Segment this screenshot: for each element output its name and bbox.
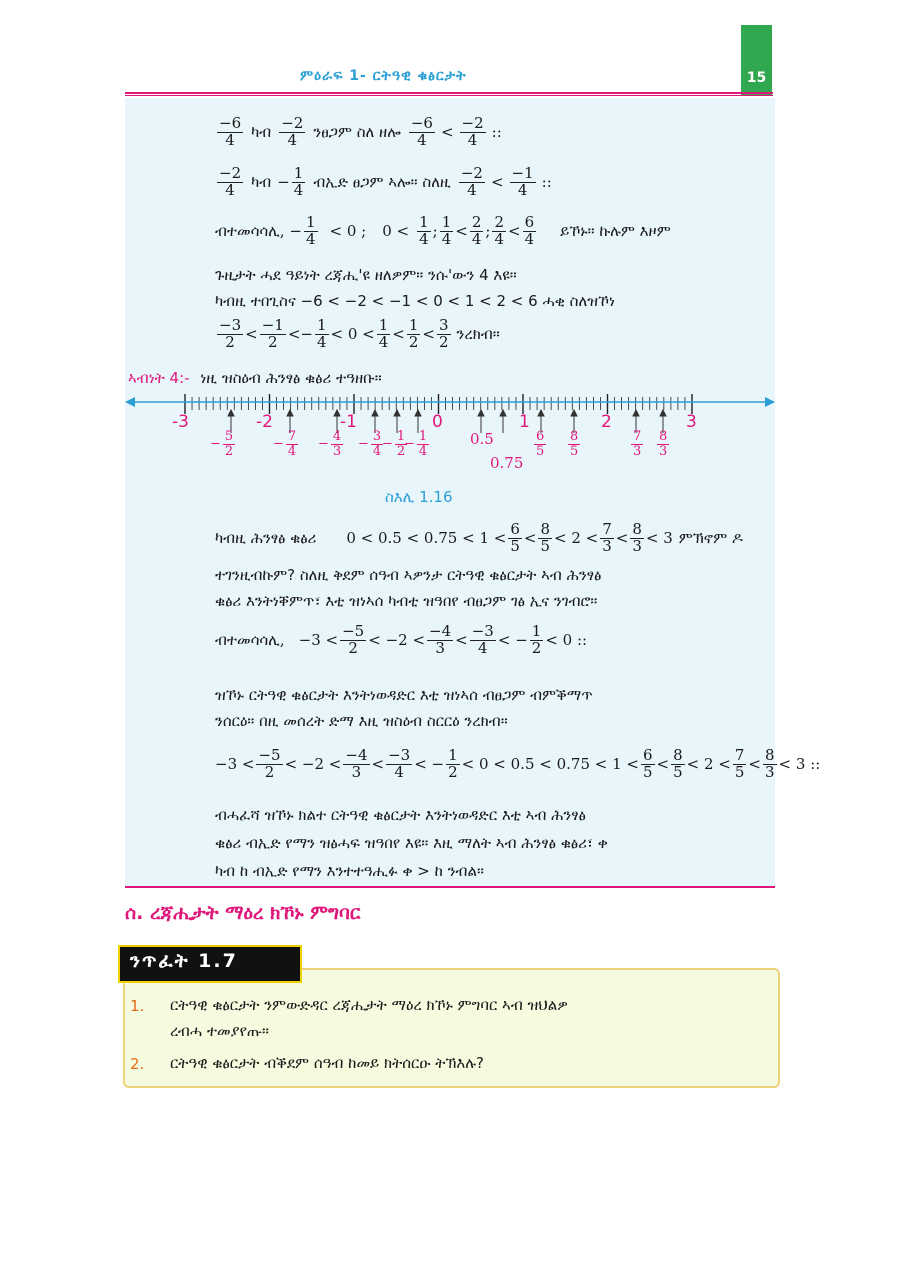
nl-label-neg2: -2 — [256, 412, 273, 432]
example-label: ኣብነት 4:- — [128, 369, 190, 387]
para4-line1: ብሓፈሻ ዝኾኑ ክልተ ርትዓዊ ቁፅርታት እንትነወዳድር እቲ ኣብ ሕንፃፅ — [215, 806, 586, 824]
para1-line1: ካብዚ ሕንፃፅ ቁፅሪ 0 < 0.5 < 0.75 < 1 < $\frac{6}{5}$ < $\frac{8}{5}$ < 2 < $\frac{7}{3}$ < $\frac{8}{3}$ < 3 ምኽኖም ዶ — [215, 520, 743, 555]
nl-frac-neg7-4: − $\frac{7}{4}$ — [273, 429, 297, 459]
activity-label: ንጥፈት 1.7 — [130, 950, 238, 972]
para3-line1: ዝኾኑ ርትዓዊ ቁፅርታት እንትነወዳድር እቲ ዝነኣሰ ብፀጋም ብምቕማጥ — [215, 686, 593, 704]
section-title: ሰ. ረጃሒታት ማዕረ ክኾኑ ምግባር — [125, 902, 361, 924]
nl-frac-neg5-2: − $\frac{5}{2}$ — [210, 429, 234, 459]
example-heading — [128, 369, 382, 387]
example-text: ነዚ ዝስዕብ ሕንፃፅ ቁፅሪ ተዓዘቡ። — [200, 369, 382, 387]
panel-bottom-rule — [125, 886, 775, 888]
text-line-4: ጉዚታት ሓደ ዓይነት ረጃሒ'ዩ ዘለዎም። ንሱ'ውን 4 እዩ። — [215, 266, 517, 284]
ordered-line: −3 < $\frac{-5}{2}$ < −2 < $\frac{-4}{3}$ < $\frac{-3}{4}$ < − $\frac{1}{2}$ < 0 < 0.5 < 0.75 < 1 < $\frac{6}{5}$ < $\frac{8}{5}$ < 2 < $\frac{7}{5}$ < $\frac{8}{3}$ < 3 :: — [215, 746, 821, 781]
nl-frac-6-5: $\frac{6}{5}$ — [536, 429, 545, 459]
figure-caption: ስእሊ 1.16 — [385, 488, 453, 506]
para2-line: ብተመሳሳሊ , −3 < $\frac{-5}{2}$ < −2 < $\frac{-4}{3}$ < $\frac{-3}{4}$ < − $\frac{1}{2}$ < 0 :: — [215, 622, 588, 657]
nl-frac-neg1-2: − $\frac{1}{2}$ — [382, 429, 406, 459]
nl-frac-neg4-3: − $\frac{4}{3}$ — [318, 429, 342, 459]
math-line-1: $\frac{-6}{4}$ ካብ $\frac{-2}{4}$ ንፀጋም ስለ ዘሎ $\frac{-6}{4}$ < $\frac{-2}{4}$ :: — [219, 114, 502, 149]
question-1-line2: ረብሓ ተመያየጡ። — [170, 1022, 270, 1040]
nl-label-2: 2 — [601, 412, 612, 432]
nl-frac-8-5: $\frac{8}{5}$ — [570, 429, 579, 459]
question-2 — [130, 1054, 144, 1073]
nl-label-neg3: -3 — [172, 412, 189, 432]
question-number: 1. — [130, 997, 145, 1015]
nl-frac-8-3: $\frac{8}{3}$ — [659, 429, 668, 459]
chapter-title: ምዕራፍ 1- ርትዓዊ ቁፅርታት — [300, 68, 467, 84]
question-1-line1: ርትዓዊ ቁፅርታት ንምውድዳር ረጃሒታት ማዕረ ክኾኑ ምግባር ኣብ ዝህልዎ — [170, 996, 568, 1014]
para3-line2: ንሰርዕ። በዚ መሰረት ድማ እዚ ዝስዕብ ስርርዕ ንረክብ። — [215, 712, 508, 730]
para1-line3: ቁፅሪ እንትነቐምጥ፣ እቲ ዝነኣሰ ካብቲ ዝዓበየ ብፀጋም ገፅ ኢና ንገብሮ። — [215, 592, 598, 610]
math-line-2: $\frac{-2}{4}$ ካብ − $\frac{1}{4}$ ብኢድ ፀጋም ኣሎ። ስለዚ $\frac{-2}{4}$ < $\frac{-1}{4}$ :: — [219, 164, 552, 199]
page-number: 15 — [746, 70, 767, 86]
math-line-3: ብተመሳሳሊ , − $\frac{1}{4}$ < 0 ; 0 < $\frac{1}{4}$ ; $\frac{1}{4}$ < $\frac{2}{4}$ ; $\frac{2}{4}$ < $\frac{6}{4}$ ይኾኑ። ኩሉም እዞም — [215, 213, 671, 248]
math-line-6: $\frac{-3}{2}$ < $\frac{-1}{2}$ <− $\frac{1}{4}$ < 0 < $\frac{1}{4}$ < $\frac{1}{2}$ < $\frac{3}{2}$ ንረክብ። — [219, 316, 500, 351]
header-rule-thin — [125, 95, 773, 96]
nl-value-0-5: 0.5 — [470, 430, 494, 448]
nl-label-neg1: -1 — [340, 412, 357, 432]
nl-label-0: 0 — [432, 412, 443, 432]
header-rule — [125, 92, 773, 94]
text-line-5: ካብዚ ተበጊስና −6 < −2 < −1 < 0 < 1 < 2 < 6 ሓቂ ስለዝኾነ — [215, 292, 615, 310]
nl-frac-7-3: $\frac{7}{3}$ — [633, 429, 642, 459]
nl-label-1: 1 — [519, 412, 530, 432]
question-1 — [130, 996, 144, 1015]
para1-line2: ተገንዚብኩም? ስለዚ ቅደም ሰዓብ ኣዎንታ ርትዓዊ ቁፅርታት ኣብ ሕንፃፅ — [215, 566, 602, 584]
nl-frac-neg3-4: − $\frac{3}{4}$ — [358, 429, 382, 459]
nl-frac-neg1-4: − $\frac{1}{4}$ — [404, 429, 428, 459]
question-number: 2. — [130, 1055, 145, 1073]
question-2-line1: ርትዓዊ ቁፅርታት ብቕደም ሰዓብ ከመይ ክትሰርዑ ትኽእሉ? — [170, 1054, 484, 1072]
para4-line3: ካብ ከ ብኢድ የማን እንተተዓሒፉ ቀ > ከ ንብል። — [215, 862, 484, 880]
nl-label-3: 3 — [686, 412, 697, 432]
nl-value-0-75: 0.75 — [490, 454, 524, 472]
para4-line2: ቁፅሪ ብኢድ የማን ዝፅሓፍ ዝዓበየ እዩ። እዚ ማለት ኣብ ሕንፃፅ ቁፅሪ፣ ቀ — [215, 834, 608, 852]
